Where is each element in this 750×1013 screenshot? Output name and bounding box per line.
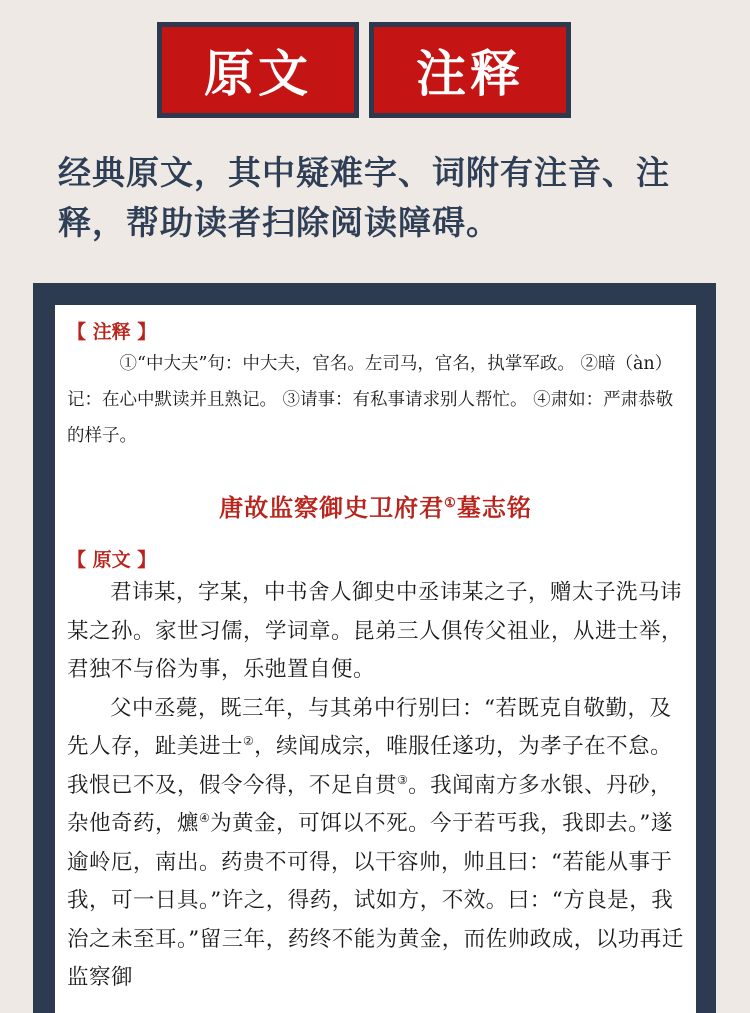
p2-part-a: 父中丞薨，既三年，与其弟中行别曰：“若既克自敬勤，及先人存，趾美进士 bbox=[67, 695, 672, 759]
article-title bbox=[67, 488, 684, 523]
notes-label: 【 注释 】 bbox=[67, 321, 157, 343]
tab-annotations[interactable]: 注释 bbox=[369, 22, 571, 118]
tab-original-text[interactable]: 原文 bbox=[157, 22, 359, 118]
note-mark-2: ② bbox=[243, 733, 255, 748]
title-main: 唐故监察御史卫府君 bbox=[219, 493, 445, 522]
note-mark-4: ④ bbox=[199, 810, 211, 825]
paragraph-1: 君讳某，字某，中书舍人御史中丞讳某之子，赠太子洗马讳某之孙。家世习儒，学词章。昆弟三人俱传父祖业，从进士举，君独不与俗为事，乐弛置自便。 bbox=[67, 580, 684, 682]
p2-part-c: 。我闻南方多水银、丹砂，杂他奇药，爊 bbox=[67, 772, 673, 836]
book-page bbox=[55, 305, 696, 1013]
notes-text: ①“中大夫”句：中大夫，官名。左司马，官名，执掌军政。 ②暗（àn）记：在心中默读并且熟记。 ③请事：有私事请求别人帮忙。 ④肃如：严肃恭敬的样子。 bbox=[67, 354, 674, 446]
paragraph-2 bbox=[67, 690, 684, 998]
p2-part-b: ，续闻成宗，唯服任遂功，为孝子在不怠。我恨已不及，假令今得，不足自贯 bbox=[67, 734, 673, 798]
book-page-frame bbox=[33, 283, 716, 1013]
intro-text: 经典原文，其中疑难字、词附有注音、注释，帮助读者扫除阅读障碍。 bbox=[58, 153, 670, 242]
note-mark-3: ③ bbox=[397, 772, 409, 787]
p2-part-d: 为黄金，可饵以不死。今于若丐我，我即去。”遂逾岭厄，南出。药贵不可得，以干容帅，帅且曰：“若能从事于我，可一日具。”许之，得药，试如方，不效。曰：“方良是，我治之未至耳。”留三年，药终不能为黄金，而佐帅政成，以功再迁监察御 bbox=[67, 811, 684, 990]
tab-bar bbox=[157, 22, 571, 118]
title-end: 墓志铭 bbox=[456, 493, 532, 522]
original-text-label: 【 原文 】 bbox=[67, 549, 157, 571]
title-note-mark: ① bbox=[444, 496, 457, 511]
